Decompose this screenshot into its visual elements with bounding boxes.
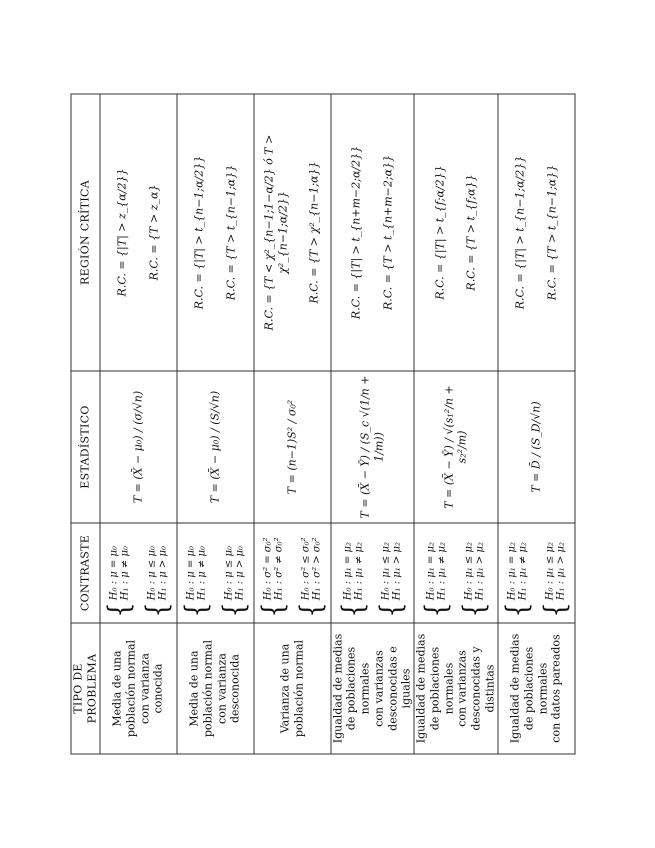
problem-line: de poblaciones normales (344, 646, 372, 730)
two-sided-critical-region: R.C. = {|T| > t_{n−1;α/2}} (192, 155, 206, 309)
one-sided-hypotheses (140, 545, 174, 617)
problem-type-cell (414, 623, 498, 754)
one-sided-hypotheses (457, 541, 492, 618)
problem-line: Media de una (187, 649, 201, 727)
alternative-hypothesis: H₁ : μ₁ > μ₂ (555, 541, 566, 600)
alternative-hypothesis: H₁ : μ ≠ μ₀ (196, 545, 207, 600)
problem-line: con datos pareados (549, 633, 563, 743)
test-statistic-formula: T = (X̄ − μ₀) / (S/√n) (208, 390, 222, 503)
problem-type-cell (177, 623, 254, 754)
left-brace: { (457, 601, 492, 617)
alternative-hypothesis: H₁ : μ > μ₀ (157, 545, 168, 600)
null-hypothesis: H₀ : σ² = σ₀² (262, 536, 273, 600)
header-problem-type: TIPO DE PROBLEMA (71, 623, 100, 754)
problem-line: población normal (124, 639, 138, 737)
one-sided-hypotheses (538, 541, 572, 618)
contrast-cell (414, 523, 498, 623)
test-statistic-formula: T = (X̄ − Ȳ) / (S_c √(1/n + 1/m)) (358, 375, 386, 518)
problem-type-cell (331, 623, 415, 754)
null-hypothesis: H₀ : μ₁ = μ₂ (342, 541, 354, 600)
contrast-cell (100, 523, 177, 623)
two-sided-hypotheses (500, 541, 534, 618)
table-row (100, 94, 177, 754)
one-sided-critical-region: R.C. = {T > t_{f;α}} (464, 173, 478, 291)
two-sided-hypotheses (179, 545, 213, 617)
problem-line: Igualdad de medias (414, 633, 428, 743)
left-brace: { (374, 601, 409, 617)
problem-line: desconocidas y distintas (469, 645, 497, 731)
left-brace: { (256, 601, 290, 617)
critical-region-cell (254, 94, 331, 371)
header-statistic: ESTADÍSTICO (71, 371, 100, 523)
test-statistic-formula: T = (X̄ − μ₀) / (σ/√n) (131, 390, 145, 503)
contrast-cell (254, 523, 331, 623)
problem-type-cell (498, 623, 575, 754)
critical-region-cell (331, 94, 415, 371)
problem-line: con varianzas (455, 649, 469, 727)
table-row (177, 94, 254, 754)
null-hypothesis: H₀ : σ² ≤ σ₀² (300, 536, 311, 600)
problem-line: población normal (201, 639, 215, 737)
rotated-table-page (71, 94, 572, 754)
left-brace: { (179, 601, 213, 617)
one-sided-critical-region: R.C. = {T > t_{n−1;α}} (545, 164, 558, 300)
header-row (71, 94, 100, 754)
critical-region-cell (414, 94, 498, 371)
alternative-hypothesis: H₁ : σ² > σ₀² (311, 536, 322, 600)
two-sided-critical-region: R.C. = {|T| > t_{n+m−2;α/2}} (349, 145, 363, 319)
test-statistic-formula: T = (X̄ − Ȳ) / √(s₁²/n + s₂²/m) (442, 384, 469, 509)
null-hypothesis: H₀ : μ₁ = μ₂ (506, 541, 517, 600)
problem-line: Varianza de una (278, 643, 292, 733)
one-sided-hypotheses (294, 536, 328, 617)
null-hypothesis: H₀ : μ = μ₀ (108, 545, 119, 600)
problem-line: Igualdad de medias (331, 633, 344, 743)
critical-region-cell (100, 94, 177, 371)
problem-line: desconocidas e iguales (386, 645, 413, 731)
one-sided-critical-region: R.C. = {T > χ²_{n−1;α}} (307, 160, 321, 304)
two-sided-critical-region: R.C. = {|T| > t_{n−1;α/2}} (513, 155, 527, 309)
one-sided-hypotheses (217, 545, 251, 617)
left-brace: { (419, 601, 454, 617)
alternative-hypothesis: H₁ : μ₁ ≠ μ₂ (517, 541, 528, 600)
two-sided-critical-region: R.C. = {|T| > z_{α/2}} (115, 168, 129, 296)
header-critical-region: REGIÓN CRÍTICA (71, 94, 100, 371)
problem-line: de poblaciones normales (522, 646, 549, 730)
statistic-cell (254, 371, 331, 523)
alternative-hypothesis: H₁ : μ₁ ≠ μ₂ (353, 541, 365, 600)
statistic-cell (414, 371, 498, 523)
problem-line: con varianza desconocida (215, 652, 242, 724)
contrast-cell (177, 523, 254, 623)
problem-line: población normal (292, 639, 305, 737)
alternative-hypothesis: H₁ : σ² ≠ σ₀² (273, 536, 284, 600)
two-sided-hypotheses (256, 536, 290, 617)
statistic-cell (100, 371, 177, 523)
left-brace: { (500, 601, 534, 617)
left-brace: { (336, 601, 371, 617)
alternative-hypothesis: H₁ : μ ≠ μ₀ (119, 545, 130, 600)
problem-line: con varianza conocida (138, 652, 165, 724)
table-row (254, 94, 331, 754)
problem-line: con varianzas (372, 649, 386, 727)
critical-region-cell (498, 94, 575, 371)
two-sided-hypotheses (336, 541, 371, 618)
test-statistic-formula: T = (n−1)S² / σ₀² (285, 399, 299, 494)
contrast-cell (498, 523, 575, 623)
statistic-cell (498, 371, 575, 523)
table-row (498, 94, 575, 754)
left-brace: { (140, 601, 174, 617)
contrast-cell (331, 523, 415, 623)
left-brace: { (538, 601, 572, 617)
table-row (331, 94, 415, 754)
left-brace: { (294, 601, 328, 617)
two-sided-critical-region: R.C. = {T < χ²_{n−1;1−α/2} ó T > χ²_{n−1;α/2}} (262, 134, 290, 330)
problem-line: de poblaciones normales (428, 646, 455, 730)
null-hypothesis: H₀ : μ₁ = μ₂ (425, 541, 437, 600)
null-hypothesis: H₀ : μ ≤ μ₀ (223, 545, 234, 600)
problem-line: Igualdad de medias (508, 633, 522, 743)
critical-region-cell (177, 94, 254, 371)
problem-type-cell (100, 623, 177, 754)
alternative-hypothesis: H₁ : μ₁ > μ₂ (474, 541, 486, 600)
null-hypothesis: H₀ : μ ≤ μ₀ (146, 545, 157, 600)
statistic-cell (177, 371, 254, 523)
null-hypothesis: H₀ : μ₁ ≤ μ₂ (463, 541, 475, 600)
problem-type-cell (254, 623, 331, 754)
two-sided-hypotheses (419, 541, 454, 618)
left-brace: { (102, 601, 136, 617)
null-hypothesis: H₀ : μ₁ ≤ μ₂ (544, 541, 555, 600)
statistic-cell (331, 371, 415, 523)
left-brace: { (217, 601, 251, 617)
alternative-hypothesis: H₁ : μ > μ₀ (234, 545, 245, 600)
two-sided-critical-region: R.C. = {|T| > t_{f;α/2}} (433, 164, 446, 300)
alternative-hypothesis: H₁ : μ₁ ≠ μ₂ (436, 541, 448, 600)
table-row (414, 94, 498, 754)
test-statistic-formula: T = D̄ / (S_D/√n) (529, 400, 543, 493)
one-sided-critical-region: R.C. = {T > t_{n−1;α}} (224, 164, 237, 300)
null-hypothesis: H₀ : μ = μ₀ (185, 545, 196, 600)
null-hypothesis: H₀ : μ₁ ≤ μ₂ (380, 541, 392, 600)
header-contrast: CONTRASTE (71, 523, 100, 623)
hypothesis-test-table (71, 93, 576, 754)
one-sided-critical-region: R.C. = {T > t_{n+m−2;α}} (381, 154, 395, 310)
alternative-hypothesis: H₁ : μ₁ > μ₂ (391, 541, 403, 600)
one-sided-hypotheses (374, 541, 409, 618)
two-sided-hypotheses (102, 545, 136, 617)
table-body (100, 94, 575, 754)
one-sided-critical-region: R.C. = {T > z_α} (147, 184, 160, 280)
problem-line: Media de una (110, 649, 124, 727)
